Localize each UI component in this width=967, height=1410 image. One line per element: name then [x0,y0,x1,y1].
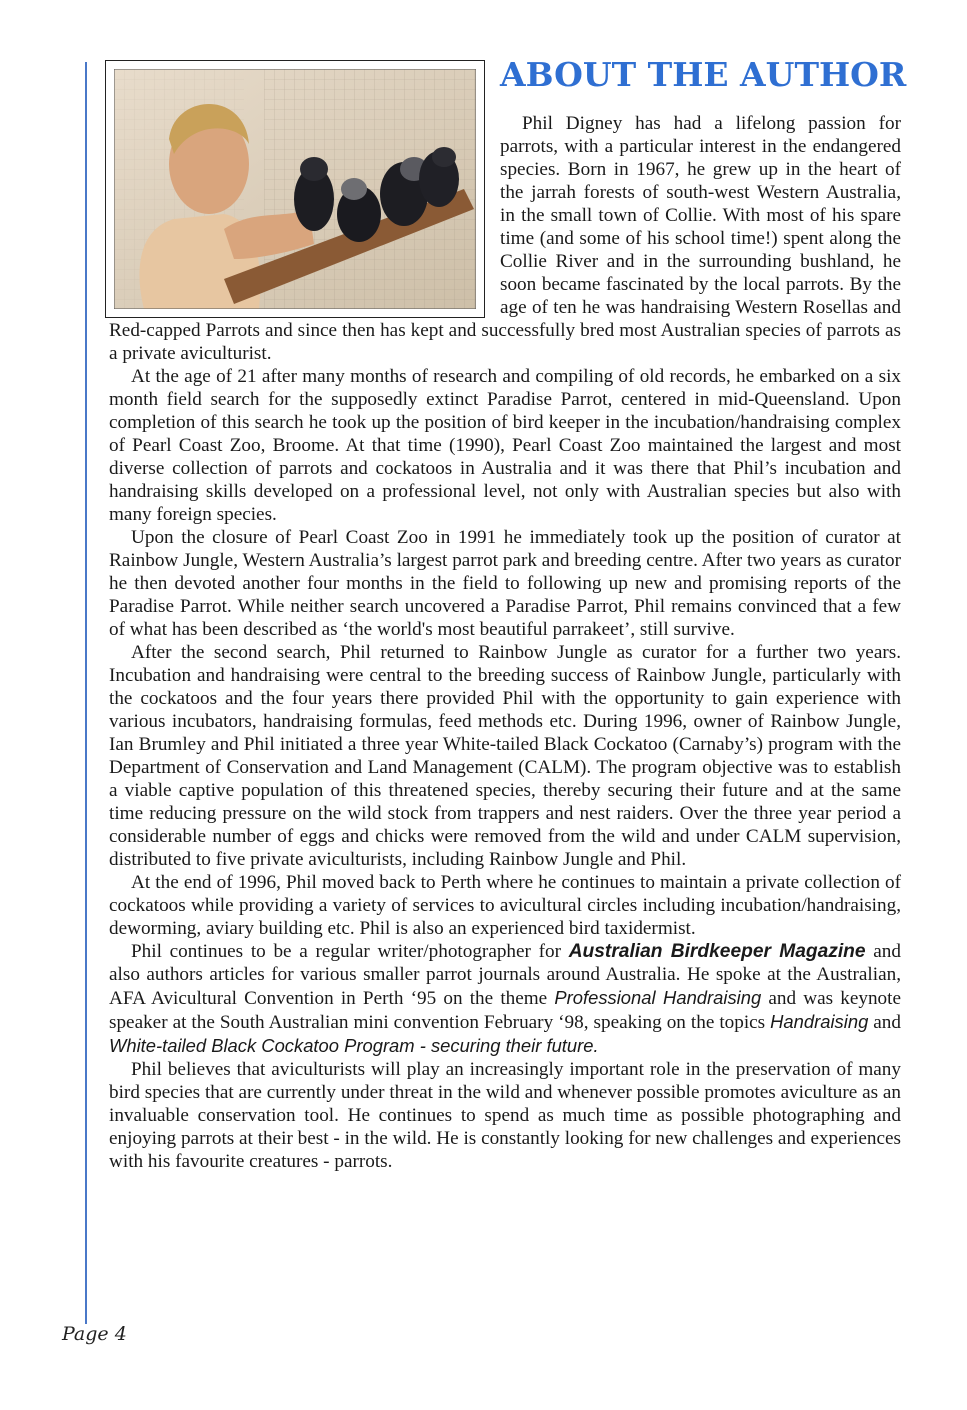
text-segment: After the second search, Phil returned to Rainbow Jungle as curator for a further two years. Incubation and handraising were central to the breeding success of Rainbow Jungle, particularly with the cockatoos and the four years there provided Phil with the opportunity to gain experience with various incubators, handraising formulas, feed methods etc. During 1996, owner of Rainbow Jungle, Ian Brumley and Phil initiated a three year White-tailed Black Cockatoo (Carnaby’s) program with the Department of Conservation and Land Management (CALM). The program objective was to establish a viable captive population of this threatened species, thereby securing their future and at the same time reducing pressure on the wild stock from trappers and nest raiders. Over the three year period a considerable number of eggs and chicks were removed from the wild and under CALM supervision, distributed to five private aviculturists, including Rainbow Jungle and Phil. [109,642,901,870]
text-segment: Upon the closure of Pearl Coast Zoo in 1991 he immediately took up the position of curator at Rainbow Jungle, Western Australia’s largest parrot park and breeding centre. After two years as curator he then devoted another four months in the field to following up new and promising reports of the Paradise Parrot. While neither search uncovered a Paradise Parrot, Phil remains convinced that a few of what has been described as ‘the world's most beautiful parrakeet’, still survive. [109,527,901,640]
photo-wrap-spacer [109,112,500,319]
text-segment: Handraising [770,1011,869,1032]
margin-rule [85,62,87,1324]
paragraph [109,641,901,871]
text-segment: and was keynote speaker at the South Australian mini convention February ‘98, speaking on the topics [109,988,901,1033]
page-number: Page 4 [62,1323,127,1345]
text-segment: and [868,1012,901,1033]
text-segment: Phil believes that aviculturists will play an increasingly important role in the preservation of many bird species that are currently under threat in the wild and whenever possible promotes aviculture as an invaluable conservation tool. He continues to spend as much time as possible photographing and enjoying parrots at their best - in the wild. He is constantly looking for new challenges and experiences with his favourite creatures - parrots. [109,1059,901,1172]
paragraph [109,871,901,940]
text-segment: and also authors articles for various smaller parrot journals around Australia. He spoke at the Australian, AFA Avicultural Convention in Perth ‘95 on the theme [109,941,901,1009]
paragraph [109,1058,901,1173]
text-segment: At the age of 21 after many months of research and compiling of old records, he embarked on a six month field search for the supposedly extinct Paradise Parrot, centered in mid-Queensland. Upon completion of this search he took up the position of bird keeper in the incubation/handraising complex of Pearl Coast Zoo, Broome. At that time (1990), Pearl Coast Zoo maintained the largest and most diverse collection of parrots and cockatoos in Australia and it was there that Phil’s incubation and handraising skills developed on a professional level, not only with Australian species but also with many foreign species. [109,366,901,525]
text-segment: At the end of 1996, Phil moved back to Perth where he continues to maintain a private collection of cockatoos while providing a variety of services to avicultural circles including incubation/handraising, deworming, aviary building etc. Phil is also an experienced bird taxidermist. [109,872,901,939]
text-segment: Professional Handraising [554,987,762,1008]
text-segment: White-tailed Black Cockatoo Program - securing their future. [109,1035,599,1056]
paragraph [109,526,901,641]
text-segment: Phil continues to be a regular writer/photographer for [131,941,569,962]
text-segment: Phil Digney has had a lifelong passion for parrots, with a particular interest in the endangered species. Born in 1967, he grew up in the heart of the jarrah forests of south-west Western Australia, in the small town of Collie. With most of his spare time (and some of his school time!) spent along the Collie River and in the surrounding bushland, he soon became fascinated by the local parrots. By the age of ten he was handraising Western Rosellas and Red-capped Parrots and since then has kept and successfully bred most Australian species of parrots as a private aviculturist. [109,113,901,364]
page-title: ABOUT THE AUTHOR [500,55,907,94]
text-segment: Australian Birdkeeper Magazine [568,941,866,962]
paragraph [109,940,901,1058]
paragraph [109,365,901,526]
article-body [109,112,901,1173]
